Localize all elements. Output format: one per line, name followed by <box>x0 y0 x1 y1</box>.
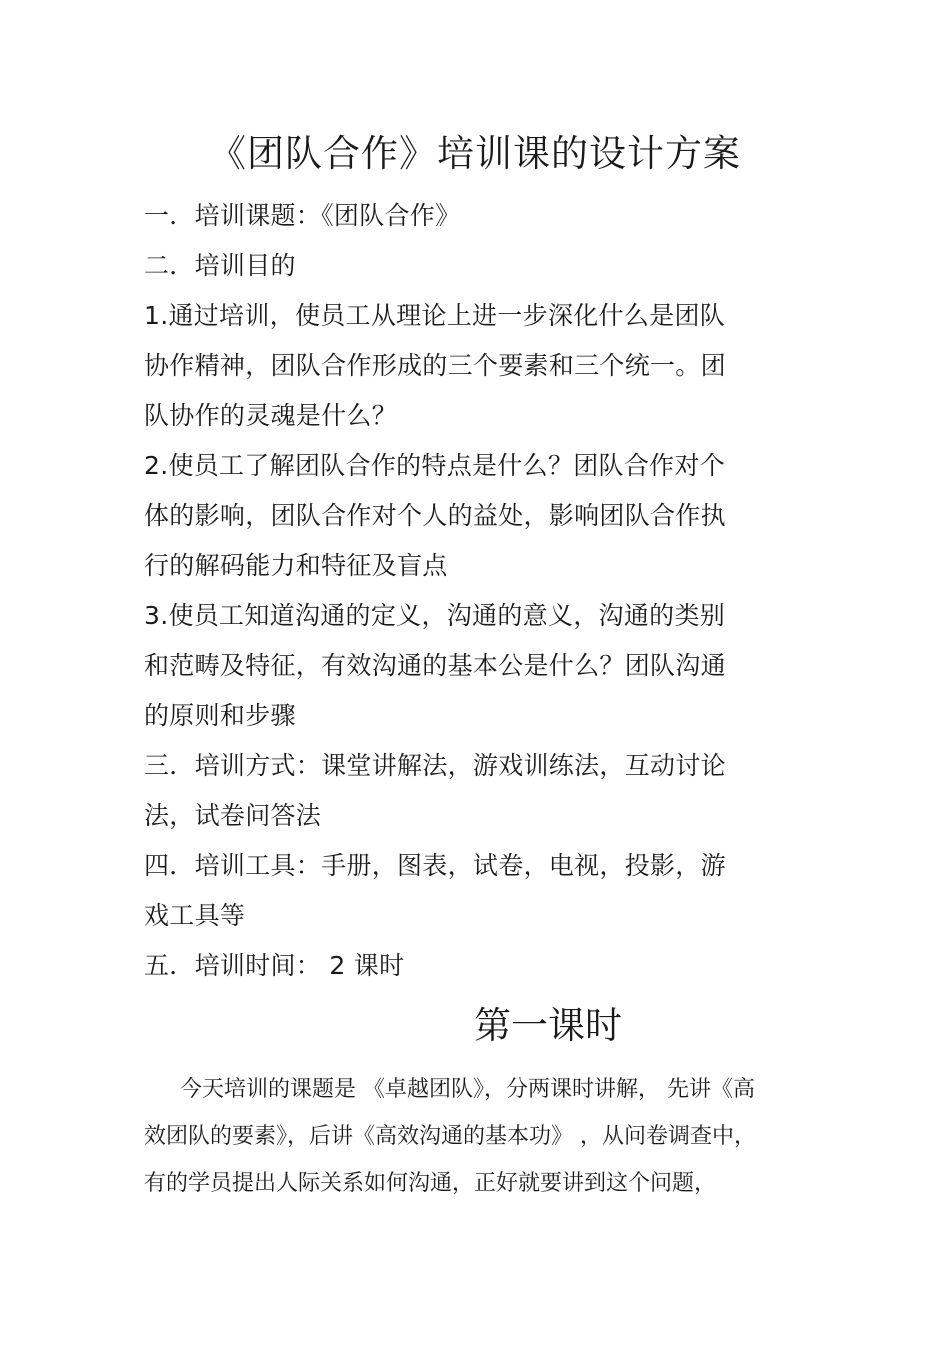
paragraph-line: 效团队的要素》，后讲《高效沟通的基本功》 ，从问卷调查中， <box>144 1124 756 1149</box>
paragraph-line: 今天培训的课题是 《卓越团队》，分两课时讲解， 先讲《高 <box>180 1077 755 1102</box>
body-paragraph <box>144 1066 824 1207</box>
document-title: 《团队合作》培训课的设计方案 <box>209 132 741 175</box>
outline-line: 的原则和步骤 <box>144 701 296 730</box>
outline-line: 2.使员工了解团队合作的特点是什么？团队合作对个 <box>144 451 726 480</box>
outline-line: 1.通过培训，使员工从理论上进一步深化什么是团队 <box>144 301 726 330</box>
outline-line: 戏工具等 <box>144 901 246 930</box>
paragraph-line: 有的学员提出人际关系如何沟通，正好就要讲到这个问题， <box>144 1171 717 1196</box>
outline-line: 法，试卷问答法 <box>144 801 322 830</box>
outline-line: 和范畴及特征，有效沟通的基本公是什么？团队沟通 <box>144 651 726 680</box>
outline-line: 二．培训目的 <box>144 251 296 280</box>
section-title: 第一课时 <box>474 1004 622 1047</box>
outline-line: 队协作的灵魂是什么？ <box>144 401 398 430</box>
outline-line: 一．培训课题：《团队合作》 <box>144 201 461 230</box>
outline-line: 3.使员工知道沟通的定义，沟通的意义，沟通的类别 <box>144 601 726 630</box>
outline-line: 行的解码能力和特征及盲点 <box>144 551 448 580</box>
outline-line: 三．培训方式：课堂讲解法，游戏训练法，互动讨论 <box>144 751 726 780</box>
outline-lines <box>144 191 784 991</box>
outline-line: 体的影响，团队合作对个人的益处，影响团队合作执 <box>144 501 726 530</box>
outline-line: 协作精神，团队合作形成的三个要素和三个统一。团 <box>144 351 726 380</box>
outline-line: 五．培训时间： 2 课时 <box>144 951 405 980</box>
outline-line: 四．培训工具：手册，图表，试卷，电视，投影，游 <box>144 851 726 880</box>
